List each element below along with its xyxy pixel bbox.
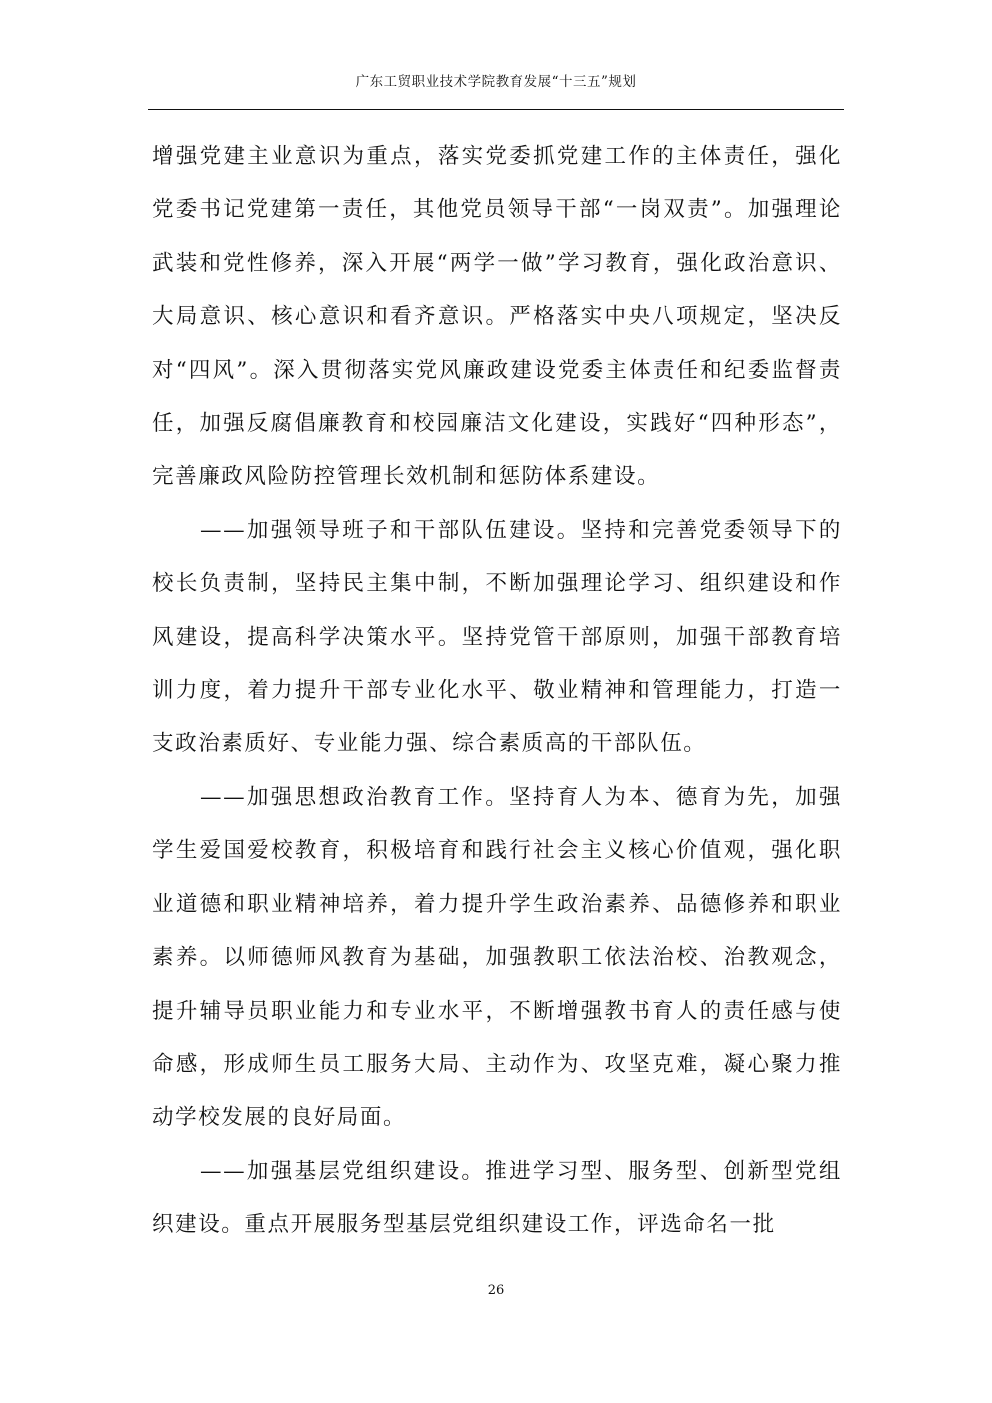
- document-body: [152, 130, 842, 1252]
- page-header-title: 广东工贸职业技术学院教育发展“十三五”规划: [355, 74, 637, 90]
- header-divider: [148, 109, 844, 110]
- paragraph-leadership-team: ——加强领导班子和干部队伍建设。坚持和完善党委领导下的校长负责制，坚持民主集中制，不断加强理论学习、组织建设和作风建设，提高科学决策水平。坚持党管干部原则，加强干部教育培训力度，着力提升干部专业化水平、敬业精神和管理能力，打造一支政治素质好、专业能力强、综合素质高的干部队伍。: [152, 517, 842, 757]
- paragraph-party-building-continued: 增强党建主业意识为重点，落实党委抓党建工作的主体责任，强化党委书记党建第一责任，其他党员领导干部“一岗双责”。加强理论武装和党性修养，深入开展“两学一做”学习教育，强化政治意识、大局意识、核心意识和看齐意识。严格落实中央八项规定，坚决反对“四风”。深入贯彻落实党风廉政建设党委主体责任和纪委监督责任，加强反腐倡廉教育和校园廉洁文化建设，实践好“四种形态”，完善廉政风险防控管理长效机制和惩防体系建设。: [152, 144, 842, 490]
- paragraph-ideological-education: ——加强思想政治教育工作。坚持育人为本、德育为先，加强学生爱国爱校教育，积极培育和践行社会主义核心价值观，强化职业道德和职业精神培养，着力提升学生政治素养、品德修养和职业素养。以师德师风教育为基础，加强教职工依法治校、治教观念，提升辅导员职业能力和专业水平，不断增强教书育人的责任感与使命感，形成师生员工服务大局、主动作为、攻坚克难，凝心聚力推动学校发展的良好局面。: [152, 784, 842, 1131]
- paragraph-grassroots-organization: ——加强基层党组织建设。推进学习型、服务型、创新型党组织建设。重点开展服务型基层党组织建设工作，评选命名一批: [152, 1158, 842, 1238]
- page-number: 26: [487, 1283, 505, 1298]
